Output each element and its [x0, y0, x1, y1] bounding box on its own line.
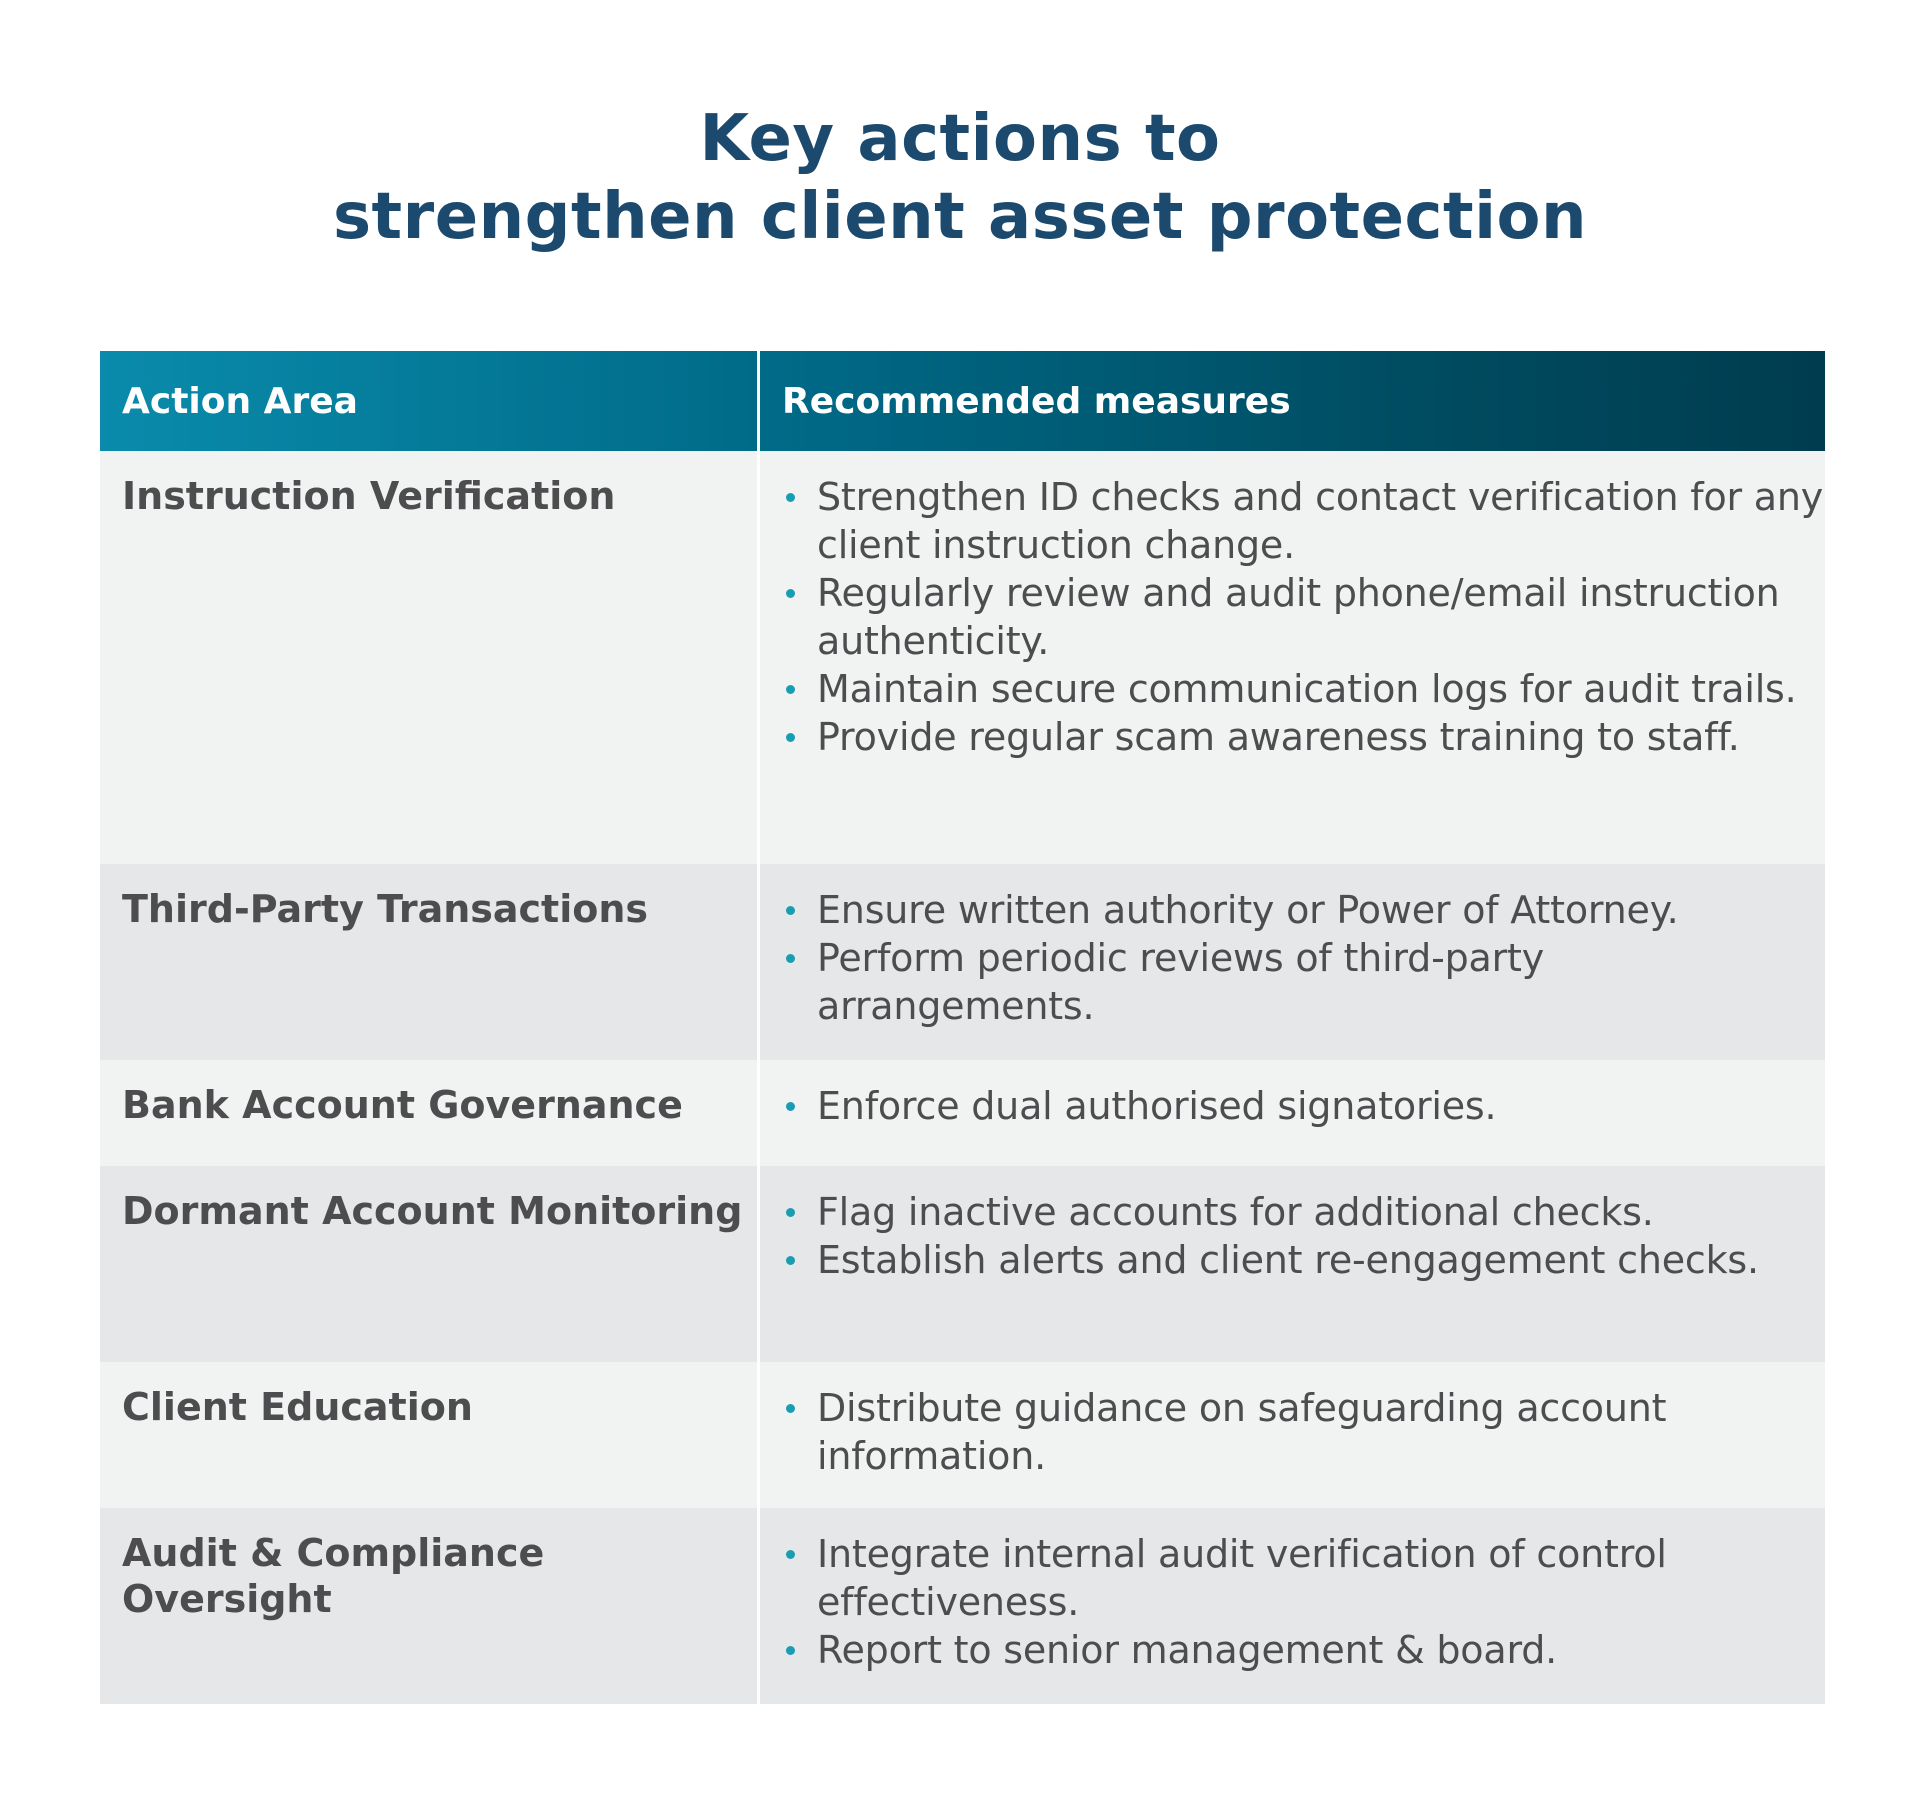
row-area-bank-account-governance: Bank Account Governance [100, 1060, 760, 1166]
row-area-third-party-transactions: Third-Party Transactions [100, 864, 760, 1060]
list-item [782, 1082, 1825, 1130]
list-item [782, 886, 1825, 934]
measure-text: Ensure written authority or Power of Attorney. [817, 888, 1679, 932]
bullet-icon [786, 954, 795, 963]
bullet-icon [786, 685, 795, 694]
measures-list [782, 1082, 1825, 1130]
bullet-icon [786, 1208, 795, 1217]
bullet-icon [786, 1646, 795, 1655]
measure-text: Establish alerts and client re-engagement checks. [817, 1238, 1759, 1282]
header-action-area: Action Area [100, 351, 760, 451]
measures-list [782, 473, 1825, 761]
measure-text: Maintain secure communication logs for audit trails. [817, 667, 1797, 711]
measure-text: Provide regular scam awareness training to staff. [817, 715, 1740, 759]
measures-list [782, 1188, 1825, 1284]
row-area-dormant-account-monitoring: Dormant Account Monitoring [100, 1166, 760, 1362]
list-item [782, 713, 1825, 761]
title-line-2: strengthen client asset protection [332, 180, 1588, 254]
bullet-icon [786, 1102, 795, 1111]
table-row [100, 864, 1825, 1060]
measures-list [782, 1530, 1825, 1674]
list-item [782, 1188, 1825, 1236]
table-header [100, 351, 1825, 451]
list-item [782, 569, 1825, 665]
measure-text: Report to senior management & board. [817, 1628, 1557, 1672]
row-area-audit-compliance-oversight: Audit & Compliance Oversight [100, 1508, 760, 1704]
table-row [100, 1362, 1825, 1508]
bullet-icon [786, 1550, 795, 1559]
table-row [100, 1166, 1825, 1362]
row-area-instruction-verification: Instruction Verification [100, 451, 760, 864]
row-area-client-education: Client Education [100, 1362, 760, 1508]
list-item [782, 473, 1825, 569]
list-item [782, 1236, 1825, 1284]
bullet-icon [786, 493, 795, 502]
list-item [782, 1626, 1825, 1674]
header-recommended-measures: Recommended measures [782, 380, 1291, 422]
bullet-icon [786, 733, 795, 742]
bullet-icon [786, 589, 795, 598]
list-item [782, 1530, 1825, 1626]
measure-text: Distribute guidance on safeguarding account information. [817, 1386, 1667, 1478]
measure-text: Regularly review and audit phone/email instruction authenticity. [817, 571, 1780, 663]
list-item [782, 665, 1825, 713]
table-row [100, 1060, 1825, 1166]
table-row [100, 1508, 1825, 1704]
measures-list [782, 1384, 1825, 1480]
bullet-icon [786, 1404, 795, 1413]
list-item [782, 934, 1825, 1030]
measures-list [782, 886, 1825, 1030]
page-title [0, 100, 1920, 256]
measure-text: Flag inactive accounts for additional checks. [817, 1190, 1654, 1234]
bullet-icon [786, 1256, 795, 1265]
actions-table [100, 351, 1825, 1704]
list-item [782, 1384, 1825, 1480]
measure-text: Enforce dual authorised signatories. [817, 1084, 1497, 1128]
bullet-icon [786, 906, 795, 915]
measure-text: Strengthen ID checks and contact verification for any client instruction change. [817, 475, 1824, 567]
measure-text: Integrate internal audit verification of control effectiveness. [817, 1532, 1667, 1624]
table-row [100, 451, 1825, 864]
measure-text: Perform periodic reviews of third-party arrangements. [817, 936, 1545, 1028]
title-line-1: Key actions to [699, 102, 1221, 176]
